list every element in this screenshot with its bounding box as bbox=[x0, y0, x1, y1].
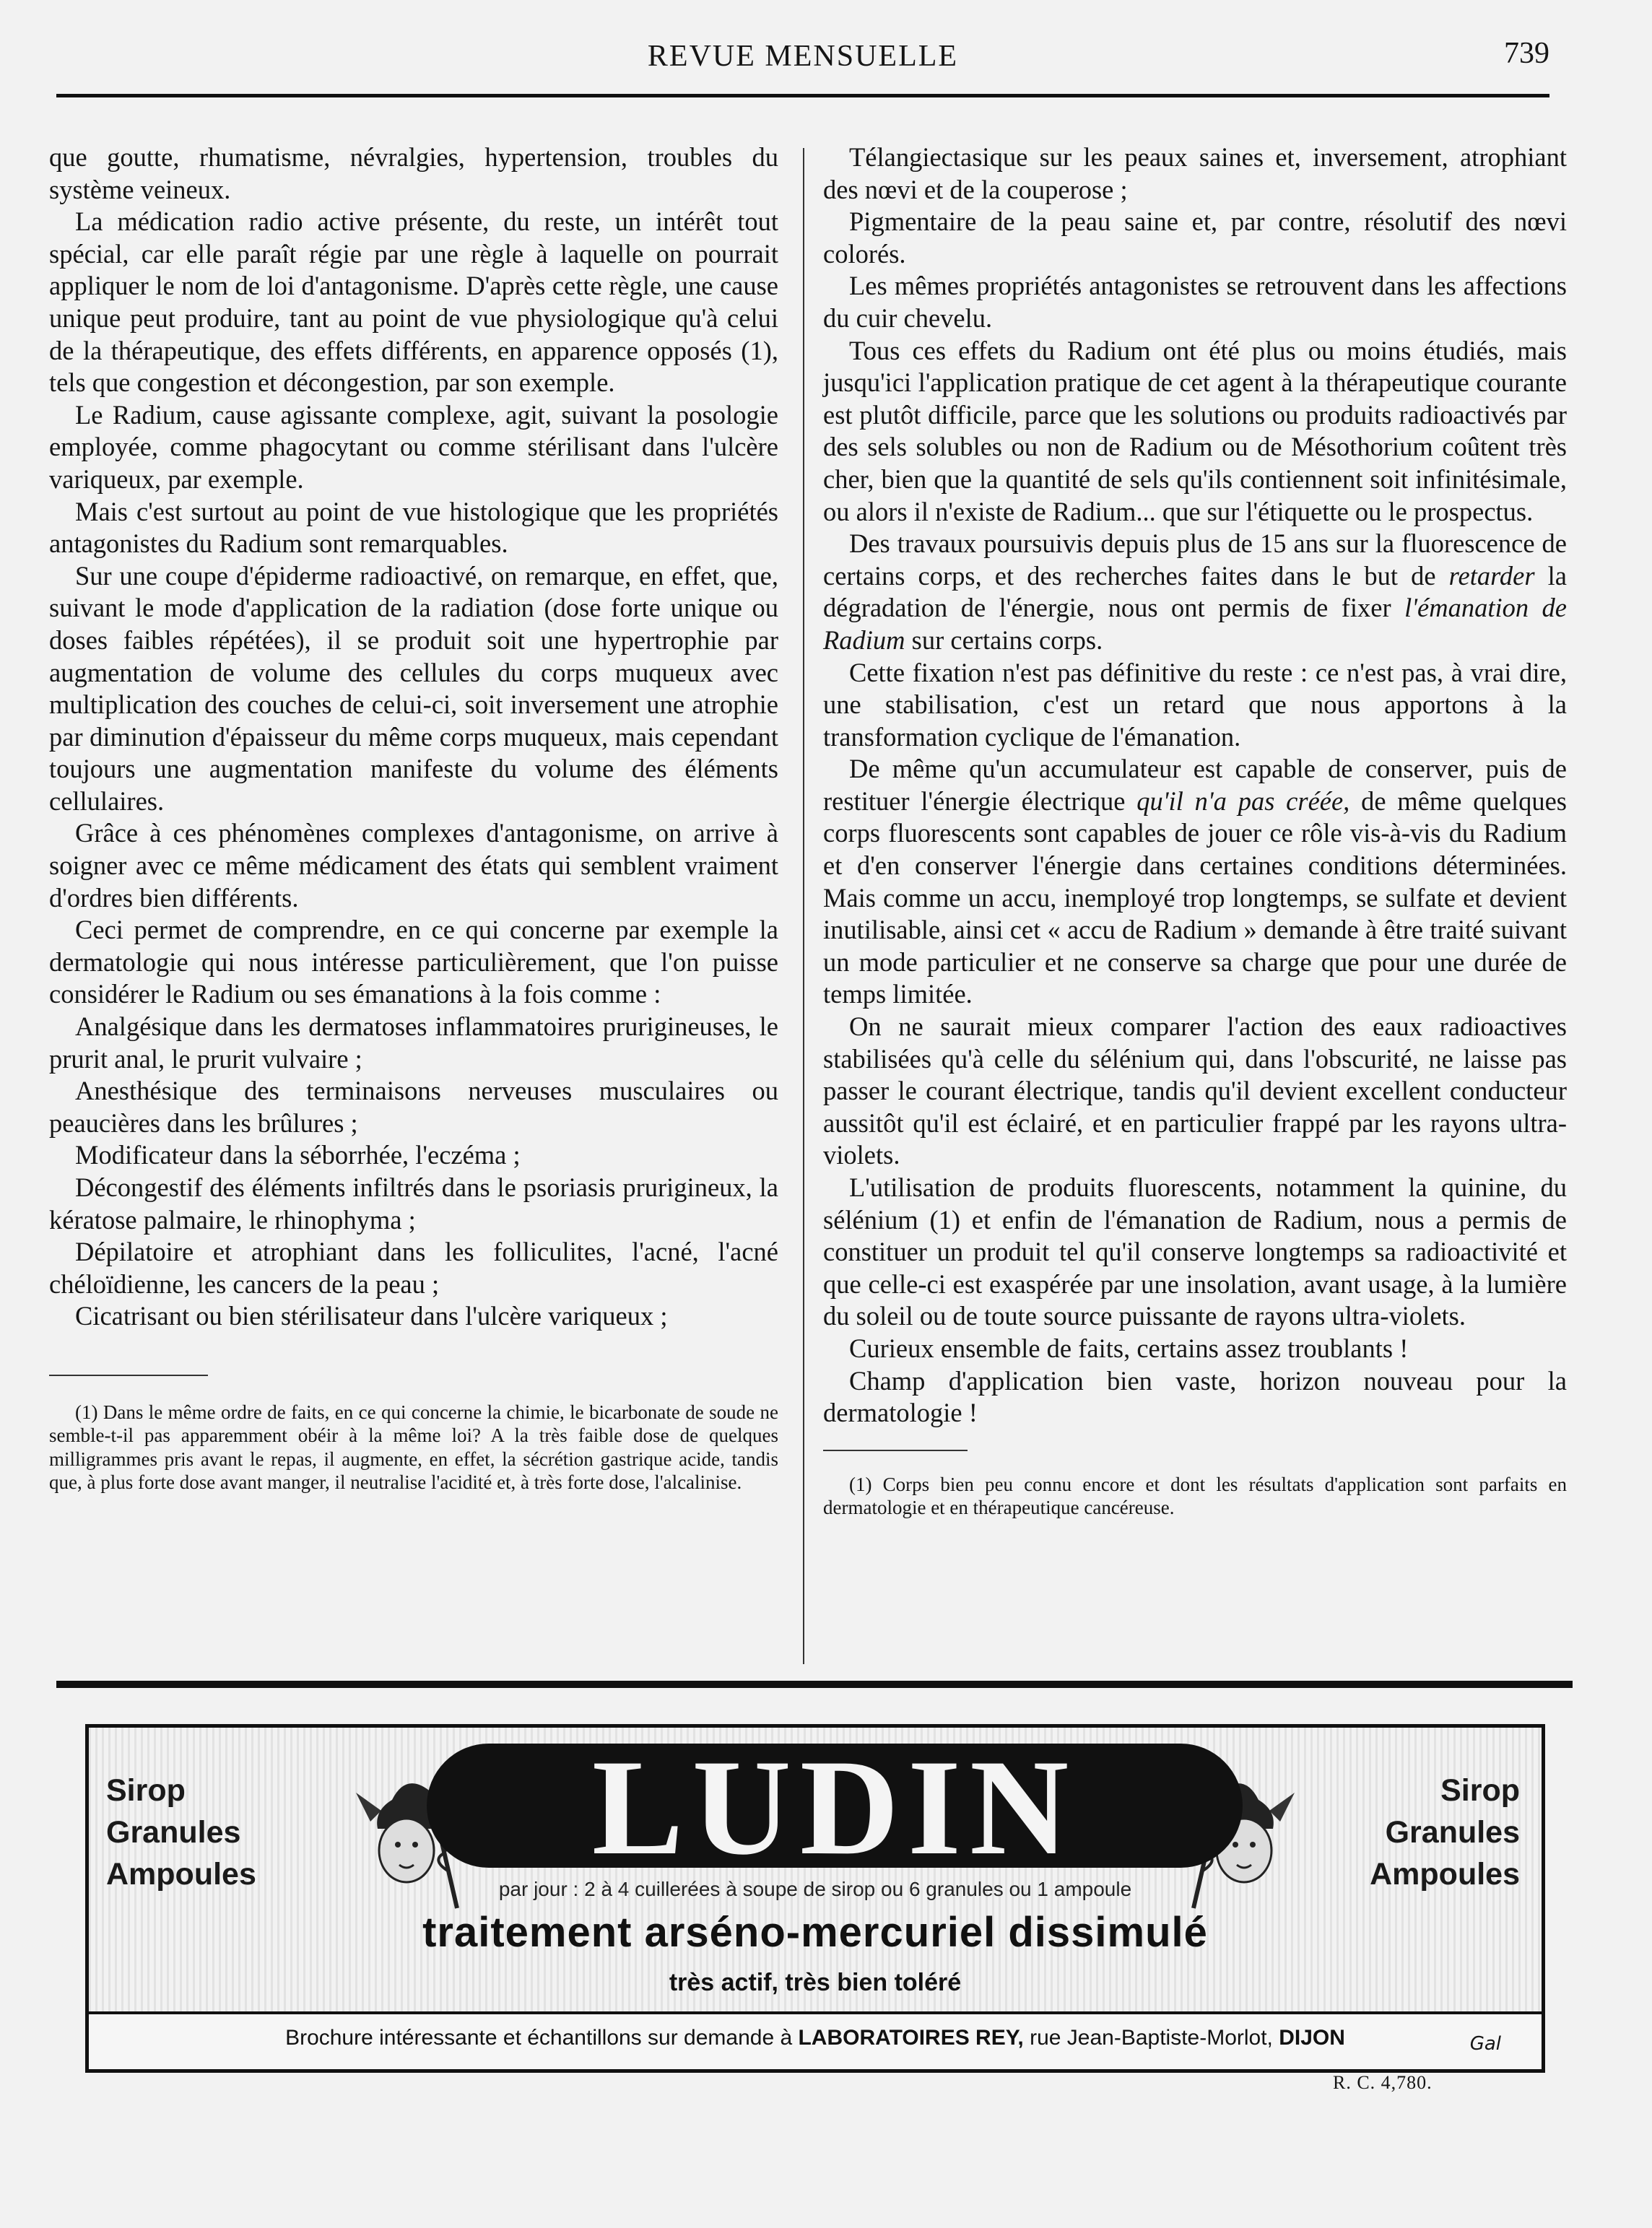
paragraph: Cicatrisant ou bien stérilisateur dans l'ulcère variqueux ; bbox=[75, 1301, 668, 1331]
running-header bbox=[56, 39, 1549, 103]
registration-number: R. C. 4,780. bbox=[1333, 2072, 1433, 2093]
paragraph: Décongestif des éléments infiltrés dans le psoriasis prurigineux, la kératose palmaire, le rhinophyma ; bbox=[49, 1172, 778, 1235]
paragraph bbox=[823, 528, 1567, 656]
form-item: Sirop bbox=[106, 1773, 186, 1808]
paragraph: Dépilatoire et atrophiant dans les folliculites, l'acné, l'acné chéloïdienne, les cancers de la peau ; bbox=[49, 1237, 778, 1299]
paragraph: Télangiectasique sur les peaux saines et, inversement, atrophiant des nœvi et de la couperose ; bbox=[823, 142, 1567, 204]
paragraph: que goutte, rhumatisme, névralgies, hypertension, troubles du système veineux. bbox=[49, 142, 778, 204]
text-run: rue Jean-Baptiste-Morlot, bbox=[1023, 2026, 1279, 2050]
paragraph: Mais c'est surtout au point de vue histologique que les propriétés antagonistes du Radium sont remarquables. bbox=[49, 496, 778, 559]
brand-logo-plate bbox=[427, 1732, 1243, 1884]
dosage-line: par jour : 2 à 4 cuillerées à soupe de sirop ou 6 granules ou 1 ampoule bbox=[498, 1878, 1132, 1900]
text-run: de même quelques corps fluorescents sont capables de jouer ce rôle vis-à-vis du Radium et d'en conserver l'énergie dans certaines conditions déterminées. Mais comme un accu, inemployé trop longtemps, se sulfate et devient inutilisable, ainsi cet « accu de Radium » demande à être traité suivant un mode particulier et ne conserve sa charge que pour une durée de temps limitée. bbox=[823, 786, 1568, 1009]
forms-list-left bbox=[106, 1770, 256, 1895]
paragraph: L'utilisation de produits fluorescents, notamment la quinine, du sélénium (1) et enfin de l'émanation de Radium, nous a permis de constituer un produit tel qu'il conserve longtemps sa radioactivité et que celle-ci est exaspérée par une insolation, avant usage, à la lumière du soleil ou de toute source puissante de rayons ultra-violets. bbox=[823, 1172, 1567, 1331]
text-run: la dégradation de l'énergie, nous ont permis de fixer bbox=[823, 560, 1567, 623]
footnote: (1) Corps bien peu connu encore et dont les résultats d'application sont parfaits en dermatologie et en thérapeutique cancéreuse. bbox=[823, 1473, 1567, 1519]
footnote: (1) Dans le même ordre de faits, en ce qui concerne la chimie, le bicarbonate de soude ne semble-t-il pas apparemment obéir à la même loi? A la très faible dose de quelques milligrammes pris avant le repas, il augmente, en effet, la sécrétion gastrique acide, tandis que, à plus forte dose avant manger, il neutralise l'acidité et, à très forte dose, l'alcalinise. bbox=[49, 1401, 778, 1494]
city-name: DIJON bbox=[1279, 2026, 1345, 2050]
paragraph bbox=[823, 753, 1567, 1011]
paragraph: Champ d'application bien vaste, horizon nouveau pour la dermatologie ! bbox=[823, 1365, 1567, 1428]
paragraph: Cette fixation n'est pas définitive du reste : ce n'est pas, à vrai dire, une stabilisation, c'est un retard que nous apportons à la transformation cyclique de l'émanation. bbox=[823, 657, 1567, 752]
tagline: très actif, très bien toléré bbox=[669, 1969, 962, 1996]
paragraph: Anesthésique des terminaisons nerveuses musculaires ou peaucières dans les brûlures ; bbox=[49, 1076, 778, 1138]
paragraph: La médication radio active présente, du reste, un intérêt tout spécial, car elle paraît régie par une règle à laquelle on pourrait appliquer le nom de loi d'antagonisme. D'après cette règle, une cause unique peut produire, tant au point de vue physiologique qu'à celui de la thérapeutique, des effets différents, en apparence opposés (1), tels que congestion et décongestion, par son exemple. bbox=[49, 206, 778, 398]
paragraph: Les mêmes propriétés antagonistes se retrouvent dans les affections du cuir chevelu. bbox=[823, 271, 1567, 333]
paragraph: Pigmentaire de la peau saine et, par contre, résolutif des nœvi colorés. bbox=[823, 206, 1567, 269]
form-item: Ampoules bbox=[1370, 1857, 1520, 1892]
paragraph: On ne saurait mieux comparer l'action des eaux radioactives stabilisées qu'à celle du sélénium qui, dans l'obscurité, ne laisse pas passer le courant électrique, tandis qu'il devient excellent conducteur aussitôt qu'il est éclairé, et en particulier frappé par les rayons ultra-violets. bbox=[823, 1011, 1567, 1170]
column-divider bbox=[803, 148, 804, 1664]
artist-signature: Gal bbox=[1469, 2033, 1501, 2055]
paragraph: Analgésique dans les dermatoses inflammatoires prurigineuses, le prurit anal, le prurit vulvaire ; bbox=[49, 1011, 778, 1074]
left-column bbox=[49, 142, 778, 1494]
form-item: Ampoules bbox=[106, 1857, 256, 1892]
laboratory-name: LABORATOIRES REY, bbox=[798, 2026, 1024, 2050]
footnote-separator bbox=[49, 1375, 208, 1376]
journal-title: REVUE MENSUELLE bbox=[647, 40, 959, 73]
paragraph: Grâce à ces phénomènes complexes d'antagonisme, on arrive à soigner avec ce même médicament des états qui semblent vraiment d'ordres bien différents. bbox=[49, 818, 778, 913]
right-column bbox=[823, 142, 1567, 1520]
brochure-line bbox=[89, 2026, 1542, 2050]
ludin-advertisement bbox=[85, 1724, 1545, 2073]
text-run: De même qu'un accumulateur est capable de conserver, puis de restituer l'énergie électrique bbox=[823, 754, 1567, 816]
emphasis: l'émanation de Radium bbox=[823, 593, 1567, 655]
article-end-rule bbox=[56, 1681, 1573, 1688]
brochure-band bbox=[89, 2011, 1542, 2069]
paragraph: Modificateur dans la séborrhée, l'eczéma ; bbox=[75, 1140, 521, 1170]
emphasis: retarder bbox=[1448, 560, 1535, 591]
brand-logo: LUDIN bbox=[591, 1732, 1078, 1884]
text-run: sur certains corps. bbox=[905, 625, 1103, 655]
header-rule bbox=[56, 94, 1549, 97]
slogan: traitement arséno-mercuriel dissimulé bbox=[422, 1909, 1208, 1956]
form-item: Granules bbox=[106, 1815, 241, 1850]
text-run: Des travaux poursuivis depuis plus de 15 ans sur la fluorescence de certains corps, et des recherches faites dans le but de bbox=[823, 528, 1567, 591]
paragraph: Ceci permet de comprendre, en ce qui concerne par exemple la dermatologie qui nous intéresse particulièrement, que l'on puisse considérer le Radium ou ses émanations à la fois comme : bbox=[49, 915, 778, 1009]
page-number: 739 bbox=[1504, 37, 1549, 70]
forms-list-right bbox=[1370, 1770, 1520, 1895]
footnote-separator bbox=[823, 1450, 968, 1451]
paragraph: Curieux ensemble de faits, certains assez troublants ! bbox=[849, 1333, 1409, 1363]
text-run: Brochure intéressante et échantillons sur demande à bbox=[285, 2026, 799, 2050]
paragraph: Tous ces effets du Radium ont été plus ou moins étudiés, mais jusqu'ici l'application pratique de cet agent à la thérapeutique courante est plutôt difficile, parce que les solutions ou produits radioactivés par des sels solubles ou non de Radium ou de Mésothorium coûtent très cher, bien que la quantité de sels qu'ils contiennent soit infinitésimale, ou alors il n'existe de Radium... que sur l'étiquette ou le prospectus. bbox=[823, 335, 1567, 526]
emphasis: qu'il n'a pas créée, bbox=[1136, 786, 1350, 816]
paragraph: Sur une coupe d'épiderme radioactivé, on remarque, en effet, que, suivant le mode d'application de la radiation (dose forte unique ou doses faibles répétées), il se produit soit une hypertrophie par augmentation de volume des cellules du corps muqueux avec multiplication des couches de celui-ci, soit inversement une atrophie par diminution d'épaisseur du même corps muqueux, mais cependant toujours une augmentation manifeste du volume des éléments cellulaires. bbox=[49, 560, 778, 816]
paragraph: Le Radium, cause agissante complexe, agit, suivant la posologie employée, comme phagocytant ou comme stérilisant dans l'ulcère variqueux, par exemple. bbox=[49, 399, 778, 494]
form-item: Granules bbox=[1385, 1815, 1520, 1850]
form-item: Sirop bbox=[1440, 1773, 1520, 1808]
